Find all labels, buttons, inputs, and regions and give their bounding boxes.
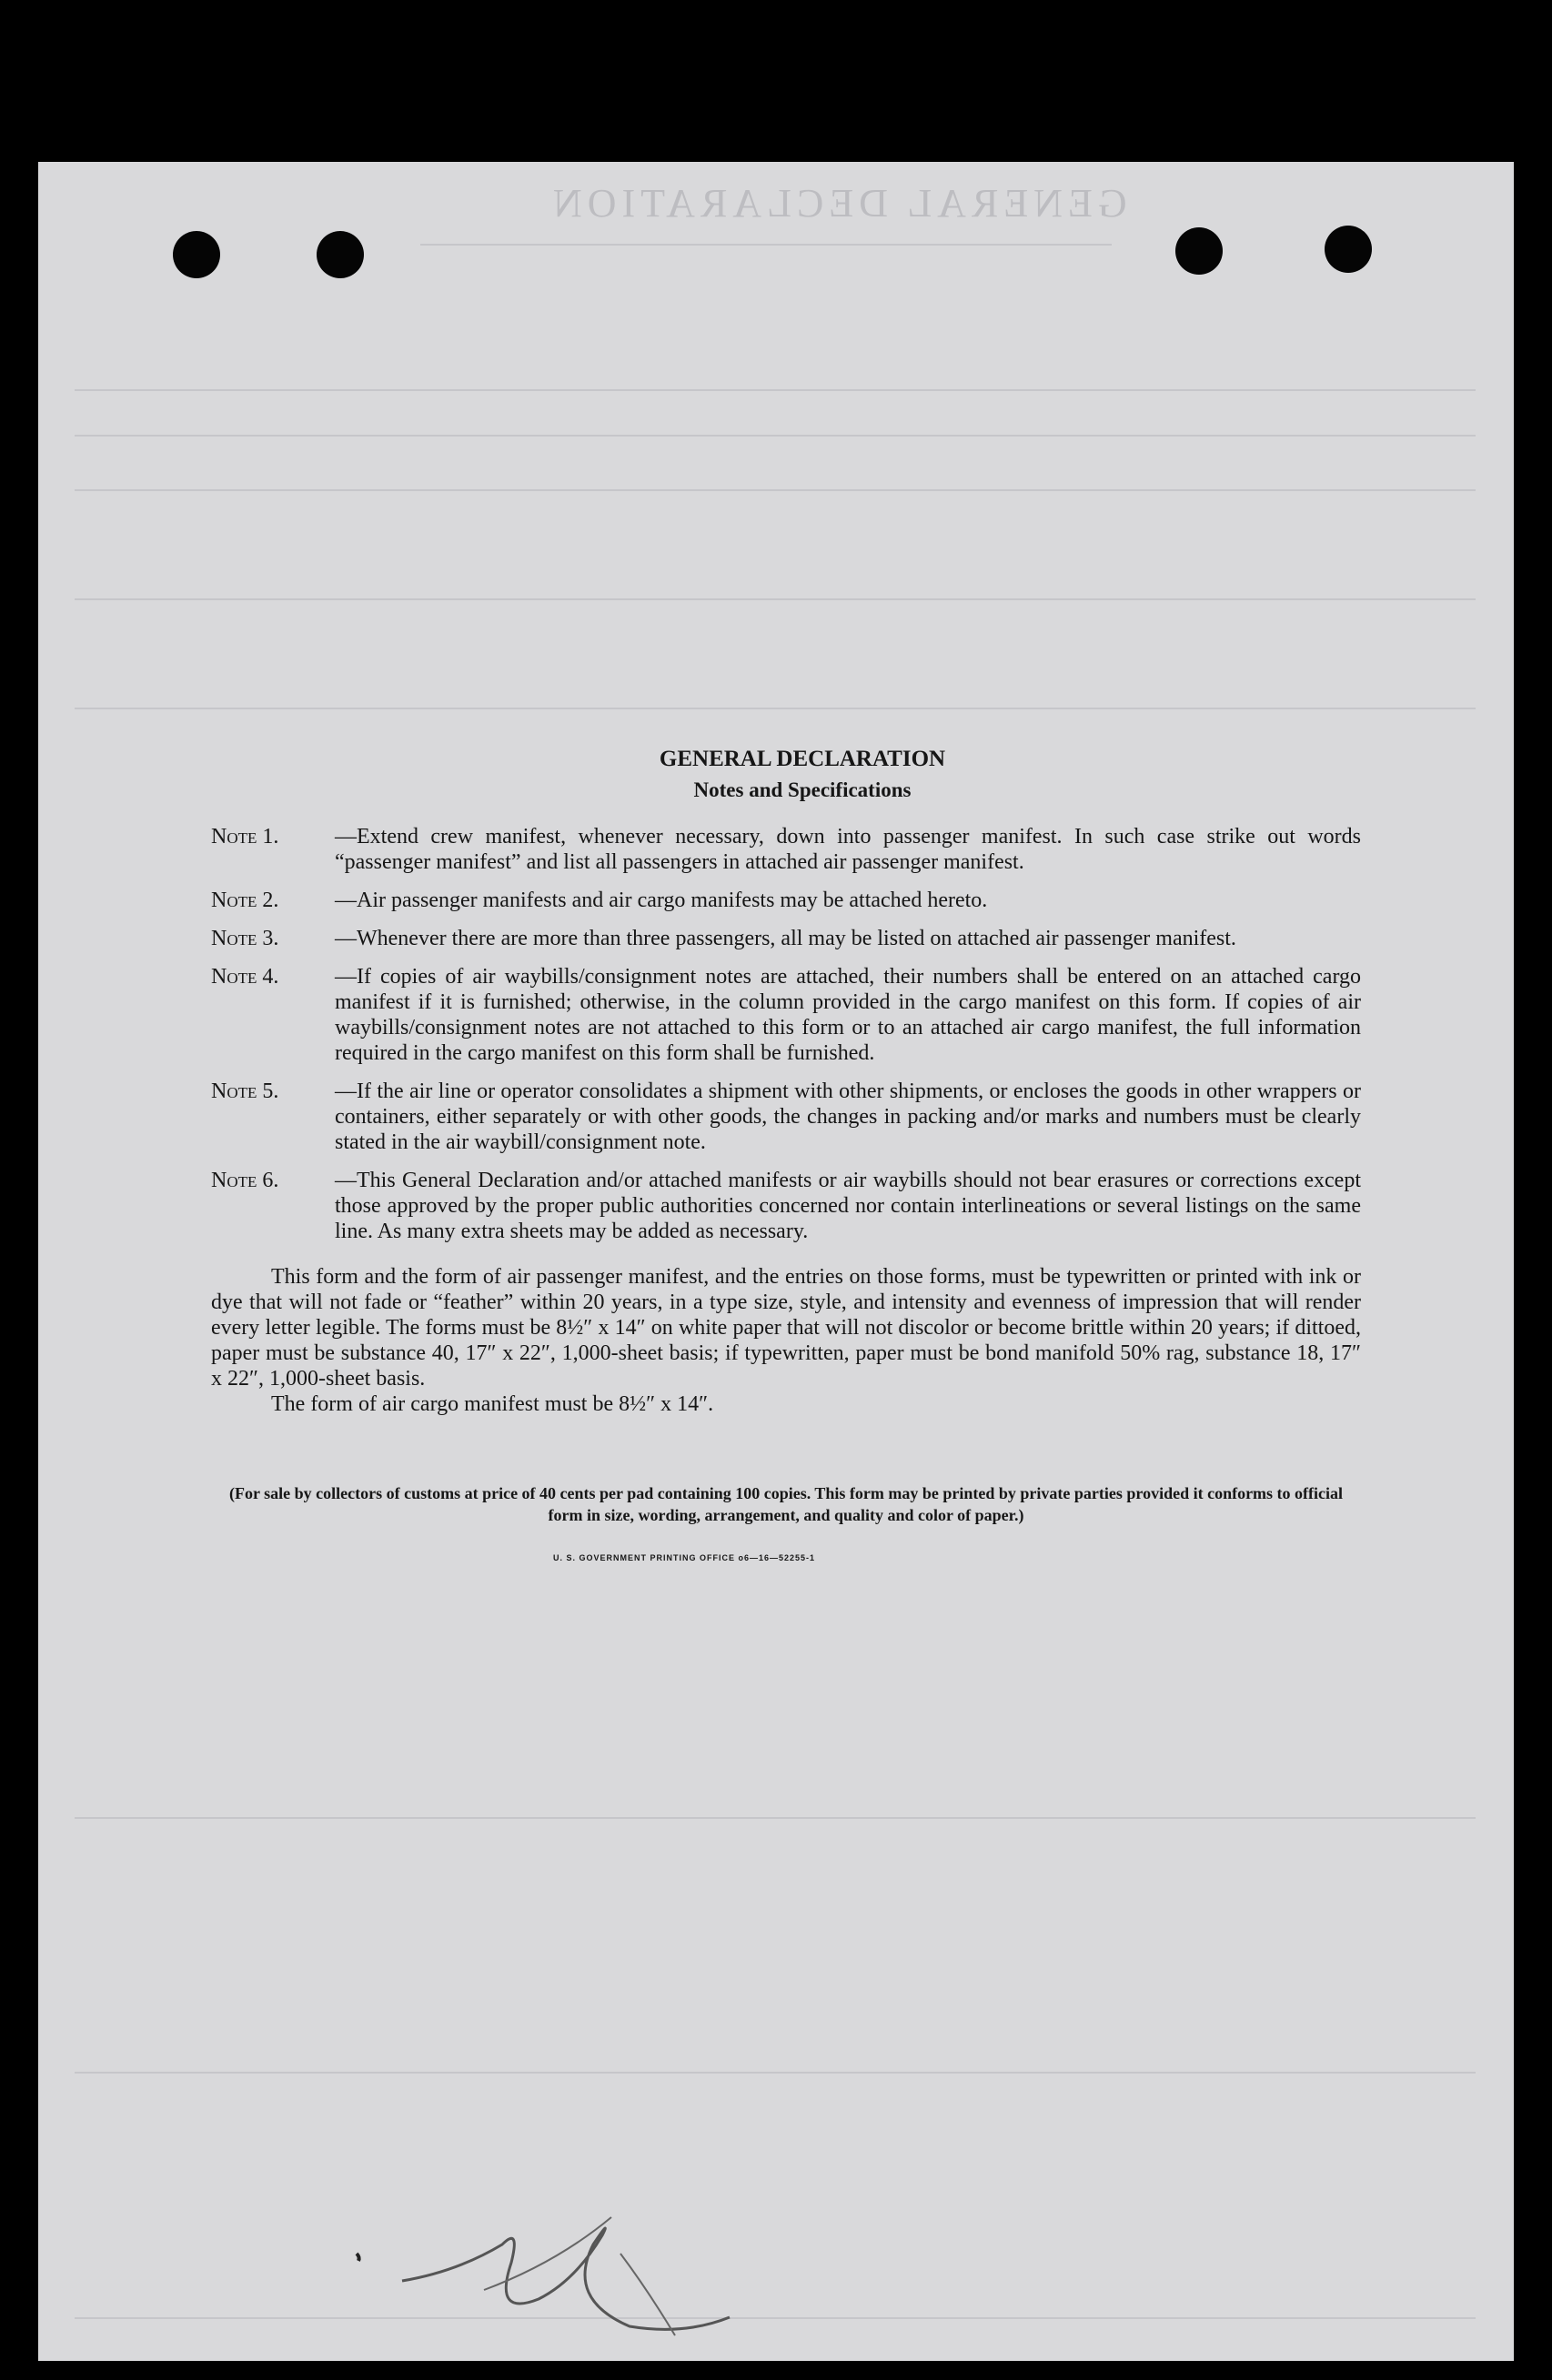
note-label: Note 3. bbox=[211, 927, 279, 950]
bleed-through-rule bbox=[75, 2072, 1476, 2074]
cargo-form-paragraph: The form of air cargo manifest must be 8½″ x 14″. bbox=[271, 1392, 714, 1416]
bleed-through-rule bbox=[75, 389, 1476, 391]
note-6 bbox=[211, 1168, 1394, 1244]
note-2 bbox=[211, 888, 1394, 913]
document-subheading: Notes and Specifications bbox=[693, 778, 912, 801]
note-label: Note 6. bbox=[211, 1169, 279, 1192]
document-page bbox=[38, 162, 1514, 2361]
declaration-notes bbox=[211, 744, 1394, 1562]
note-label: Note 2. bbox=[211, 889, 279, 912]
note-label: Note 4. bbox=[211, 965, 279, 989]
bleed-through-rule bbox=[75, 708, 1476, 709]
form-requirements-paragraph: This form and the form of air passenger manifest, and the entries on those forms, must be typewritten or printed with ink or dye that will not fade or “feather” within 20 years, in a type size, style, and intensity and evenness of impression that will render every letter legible. The forms must be 8½″ x 14″ on white paper that will not discolor or become brittle within 20 years; if dittoed, paper must be substance 40, 17″ x 22″, 1,000-sheet basis; if typewritten, paper must be bond manifold 50% rag, substance 18, 17″ x 22″, 1,000-sheet basis. bbox=[211, 1265, 1361, 1391]
signature-mark bbox=[348, 2199, 784, 2345]
note-text: —If the air line or operator consolidates a shipment with other shipments, or encloses the goods in other wrappers or containers, either separately or with other goods, the changes in packing and/or marks and numbers must be clearly stated in the air waybill/consignment note. bbox=[335, 1080, 1361, 1154]
punch-hole bbox=[1175, 227, 1223, 275]
note-5 bbox=[211, 1079, 1394, 1155]
note-label: Note 5. bbox=[211, 1080, 279, 1103]
bleed-through-rule bbox=[420, 244, 1112, 246]
note-text: —Whenever there are more than three passengers, all may be listed on attached air passenger manifest. bbox=[335, 927, 1236, 950]
punch-hole bbox=[173, 231, 220, 278]
sale-notice: (For sale by collectors of customs at price of 40 cents per pad containing 100 copies. This form may be printed by private parties provided it conforms to official form in size, wording, arrangement, and quality and color of paper.) bbox=[228, 1484, 1344, 1524]
bleed-through-rule bbox=[75, 489, 1476, 491]
note-text: —Extend crew manifest, whenever necessary, down into passenger manifest. In such case strike out words “passenger manifest” and list all passengers in attached air passenger manifest. bbox=[335, 825, 1361, 874]
note-text: —Air passenger manifests and air cargo manifests may be attached hereto. bbox=[335, 889, 988, 912]
punch-hole bbox=[1325, 226, 1372, 273]
note-label: Note 1. bbox=[211, 825, 279, 849]
note-text: —If copies of air waybills/consignment notes are attached, their numbers shall be entered on an attached cargo manifest if it is furnished; otherwise, in the column provided in the cargo manifest on this form. If copies of air waybills/consignment notes are not attached to this form or to an attached air cargo manifest, the full information required in the cargo manifest on this form shall be furnished. bbox=[335, 965, 1361, 1065]
bleed-through-title: GENERAL DECLARATION bbox=[548, 181, 1127, 226]
bleed-through-rule bbox=[75, 598, 1476, 600]
note-4 bbox=[211, 964, 1394, 1066]
punch-hole bbox=[317, 231, 364, 278]
note-text: —This General Declaration and/or attached manifests or air waybills should not bear erasures or corrections except those approved by the proper public authorities concerned nor contain interlineations or several listings on the same line. As many extra sheets may be added as necessary. bbox=[335, 1169, 1361, 1243]
bleed-through-rule bbox=[75, 435, 1476, 437]
bleed-through-rule bbox=[75, 1817, 1476, 1819]
note-1 bbox=[211, 824, 1394, 875]
note-3 bbox=[211, 926, 1394, 951]
document-heading: GENERAL DECLARATION bbox=[659, 747, 946, 771]
printer-imprint: U. S. GOVERNMENT PRINTING OFFICE o6—16—52255-1 bbox=[552, 1553, 816, 1562]
